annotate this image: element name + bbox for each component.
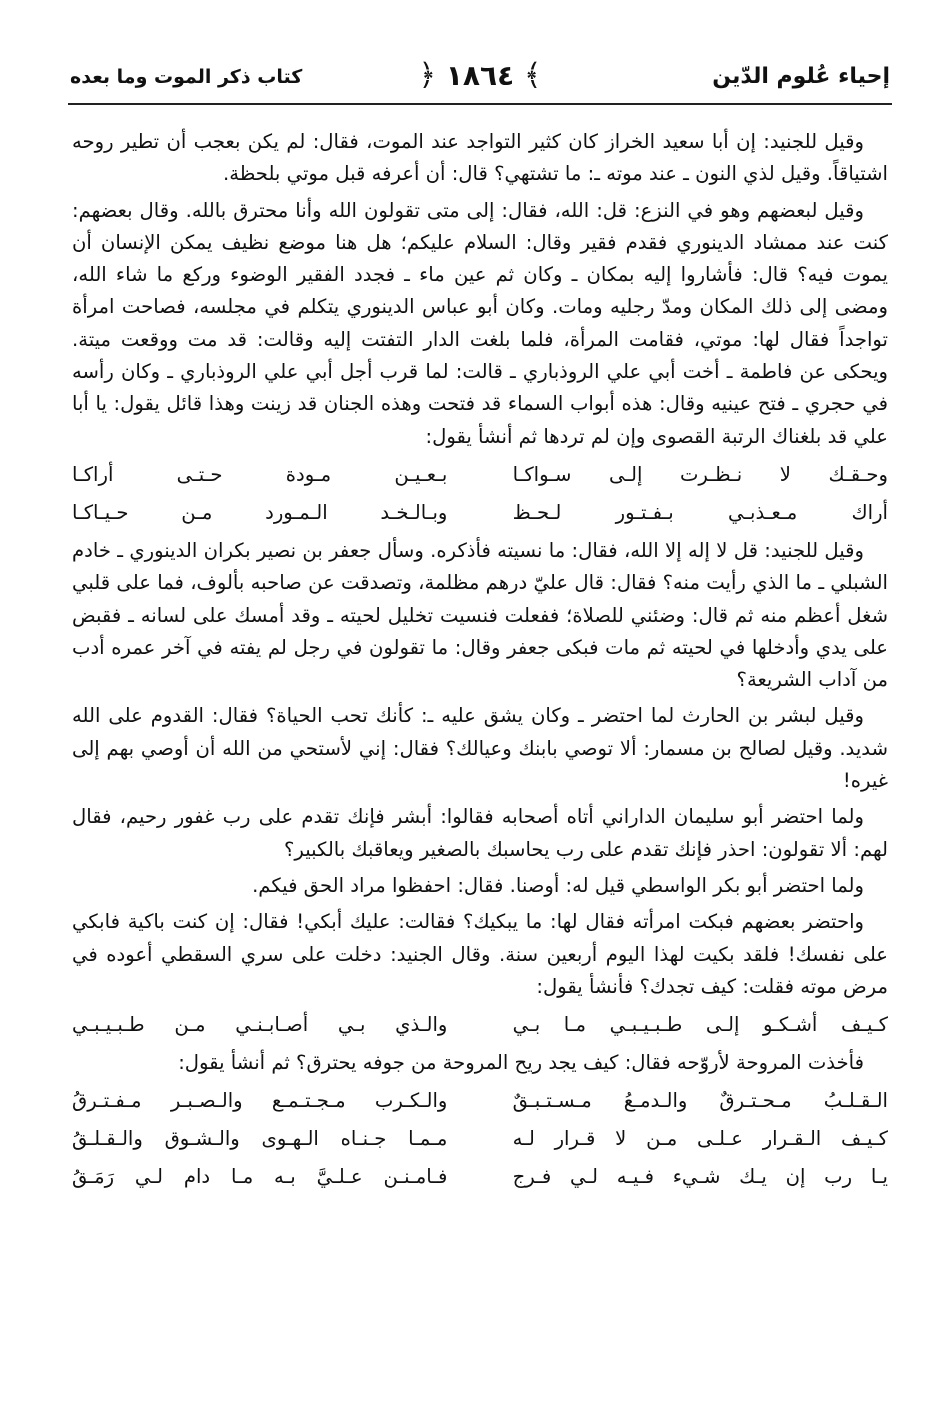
verse-first-hemistich: وحـقـك لا نـظـرت إلـى سـواكـا <box>512 462 888 486</box>
book-title: إحياء عُلوم الدّين <box>712 64 890 89</box>
verse-line <box>72 1161 888 1193</box>
chapter-title: كتاب ذكر الموت وما بعده <box>70 66 303 88</box>
page-number-box <box>418 58 541 93</box>
paragraph: وقيل للجنيد: قل لا إله إلا الله، فقال: ما نسيته فأذكره. وسأل جعفر بن نصير بكران الدينوري ـ خادم الشبلي ـ ما الذي رأيت منه؟ فقال: قال عليّ درهم مظلمة، وتصدقت عن صاحبه بألوف، فما على قلبي شغل أعظم منه ثم قال: وضئني للصلاة؛ ففعلت فنسيت تخليل لحيته ـ وقد أمسك على لسانه ـ فقبض على يدي وأدخلها في لحيته ثم مات فبكى جعفر وقال: ما تقولون في رجل لم يفته في آخر عمره أدب من آداب الشريعة؟ <box>72 538 888 692</box>
paragraph: وقيل لبشر بن الحارث لما احتضر ـ وكان يشق عليه ـ: كأنك تحب الحياة؟ فقال: القدوم على الله شديد. وقيل لصالح بن مسمار: ألا توصي بابنك وعيالك؟ فقال: إني لأستحي من الله أن أوصي بهم إلى غيره! <box>72 704 888 793</box>
verse-second-hemistich: والـكـرب مـجـتـمـع والـصـبـر مـفـتـرقُ <box>72 1089 448 1113</box>
verse-second-hemistich: مـمـا جـنـاه الـهـوى والـشـوق والـقـلـقُ <box>72 1127 448 1151</box>
verse-second-hemistich: وبـالـخـد الـمـورد مـن حـيـاكـا <box>72 500 448 524</box>
header-rule <box>68 103 892 105</box>
paragraph: فأخذت المروحة لأروّحه فقال: كيف يجد ريح المروحة من جوفه يحترق؟ ثم أنشأ يقول: <box>178 1051 864 1075</box>
paragraph: وقيل للجنيد: إن أبا سعيد الخراز كان كثير التواجد عند الموت، فقال: لم يكن بعجب أن تطير روحه اشتياقاً. وقيل لذي النون ـ عند موته ـ: ما تشتهي؟ قال: أن أعرفه قبل موتي بلحظة. <box>72 130 888 186</box>
verse-first-hemistich: الـقـلـبُ مـحـتـرقٌ والـدمـعُ مـسـتـبـقٌ <box>512 1089 888 1113</box>
verse-first-hemistich: كـيـف أشـكـو إلـى طـبـيـبـي مـا بـي <box>512 1013 888 1037</box>
page-header <box>70 56 890 106</box>
paragraph: ولما احتضر أبو بكر الواسطي قيل له: أوصنا. فقال: احفظوا مراد الحق فيكم. <box>252 873 864 897</box>
verse-second-hemistich: فـامـنـن عـلـيَّ بـه مـا دام لـي رَمَـقُ <box>72 1165 448 1189</box>
verse-first-hemistich: كـيـف الـقـرار عـلـى مـن لا قـرار لـه <box>512 1127 888 1151</box>
verse-line <box>72 1009 888 1041</box>
verse-line <box>72 1123 888 1155</box>
verse-second-hemistich: والـذي بـي أصـابـنـي مـن طـبـيـبـي <box>72 1013 448 1037</box>
paragraph: واحتضر بعضهم فبكت امرأته فقال لها: ما يبكيك؟ فقالت: عليك أبكي! فقال: إن كنت باكية فابكي على نفسك! فلقد بكيت لهذا اليوم أربعين سنة. وقال الجنيد: دخلت على سري السقطي أعوده في مرض موته فقلت: كيف تجدك؟ فأنشأ يقول: <box>72 910 888 998</box>
page-number: ١٨٦٤ <box>445 59 515 92</box>
poem-stanza <box>72 1085 888 1193</box>
main-text <box>72 126 888 1326</box>
right-ornament-bracket: ﴿ <box>418 58 437 93</box>
verse-line <box>72 1085 888 1117</box>
verse-first-hemistich: أراك مـعـذبـي بـفـتـور لـحـظ <box>512 500 888 524</box>
verse-line <box>72 459 888 491</box>
paragraph: وقيل لبعضهم وهو في النزع: قل: الله، فقال: إلى متى تقولون الله وأنا محترق بالله. وقال بعضهم: كنت عند ممشاد الدينوري فقدم فقير وقال: السلام عليكم؛ هل هنا موضع نظيف يمكن الإنسان أن يموت فيه؟ قال: فأشاروا إليه بمكان ـ وكان ثم عين ماء ـ فجدد الفقير الوضوء وركع ما شاء الله، ومضى إلى ذلك المكان ومدّ رجليه ومات. وكان أبو عباس الدينوري يتكلم في مجلسه، فصاحت امرأة تواجداً فقال لها: موتي، فقامت المرأة، فلما بلغت الدار التفتت إليه وقالت: قد مت ووقعت ميتة. ويحكى عن فاطمة ـ أخت أبي علي الروذباري ـ قالت: لما قرب أجل أبي علي الروذباري ـ وكان رأسه في حجري ـ فتح عينيه وقال: هذه أبواب السماء قد فتحت وهذه الجنان قد زينت وهذا قائل يقول: يا أبا علي قد بلغناك الرتبة القصوى وإن لم تردها ثم أنشأ يقول: <box>72 198 888 448</box>
paragraph: ولما احتضر أبو سليمان الداراني أتاه أصحابه فقالوا: أبشر فإنك تقدم على رب غفور رحيم، فقال لهم: ألا تقولون: احذر فإنك تقدم على رب يحاسبك بالصغير ويعاقبك بالكبير؟ <box>72 805 888 861</box>
verse-first-hemistich: يـا رب إن يـك شـيء فـيـه لـي فـرج <box>512 1165 888 1189</box>
left-ornament-bracket: ﴾ <box>523 58 542 93</box>
verse-line <box>72 497 888 529</box>
verse-second-hemistich: بـعـيـن مـودة حـتـى أراكـا <box>72 462 448 486</box>
